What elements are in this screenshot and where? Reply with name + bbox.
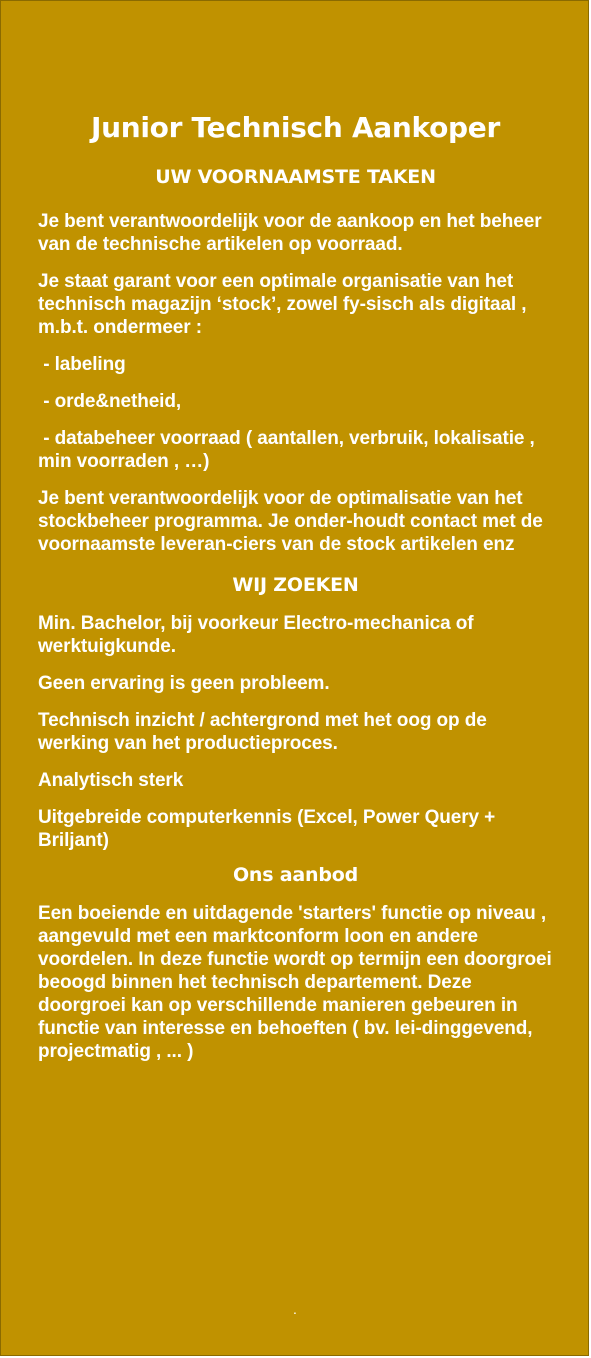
task-bullet: - orde&netheid,	[38, 391, 182, 412]
job-title: Junior Technisch Aankoper	[90, 111, 500, 144]
requirement-item: Analytisch sterk	[38, 770, 184, 791]
requirement-item: Uitgebreide computerkennis (Excel, Power Query + Briljant)	[38, 807, 496, 851]
footer-mark: .	[293, 1301, 297, 1317]
task-bullet: - databeheer voorraad ( aantallen, verbruik, lokalisatie , min voorraden , …)	[38, 428, 540, 472]
offer-paragraph: Een boeiende en uitdagende 'starters' functie op niveau , aangevuld met een marktconform loon en andere voordelen. In deze functie wordt op termijn een doorgroei beoogd binnen het technisch departement. Deze doorgroei kan op verschillende manieren gebeuren in functie van interesse en behoeften ( bv. lei-dinggevend, projectmatig , ... )	[38, 903, 552, 1062]
job-ad-content	[38, 111, 553, 1077]
task-bullet: - labeling	[38, 354, 126, 375]
task-paragraph: Je staat garant voor een optimale organisatie van het technisch magazijn ‘stock’, zowel fy-sisch als digitaal , m.b.t. ondermeer :	[38, 271, 527, 338]
requirement-item: Geen ervaring is geen probleem.	[38, 673, 330, 694]
section-heading-requirements: WIJ ZOEKEN	[232, 574, 359, 596]
task-paragraph: Je bent verantwoordelijk voor de aankoop en het beheer van de technische artikelen op voorraad.	[38, 211, 542, 255]
task-paragraph: Je bent verantwoordelijk voor de optimalisatie van het stockbeheer programma. Je onder-houdt contact met de voornaamste leveran-ciers van de stock artikelen enz	[38, 488, 543, 555]
requirement-item: Min. Bachelor, bij voorkeur Electro-mechanica of werktuigkunde.	[38, 613, 474, 657]
section-heading-offer: Ons aanbod	[232, 864, 359, 886]
section-heading-tasks: UW VOORNAAMSTE TAKEN	[155, 166, 436, 188]
requirement-item: Technisch inzicht / achtergrond met het oog op de werking van het productieproces.	[38, 710, 487, 754]
